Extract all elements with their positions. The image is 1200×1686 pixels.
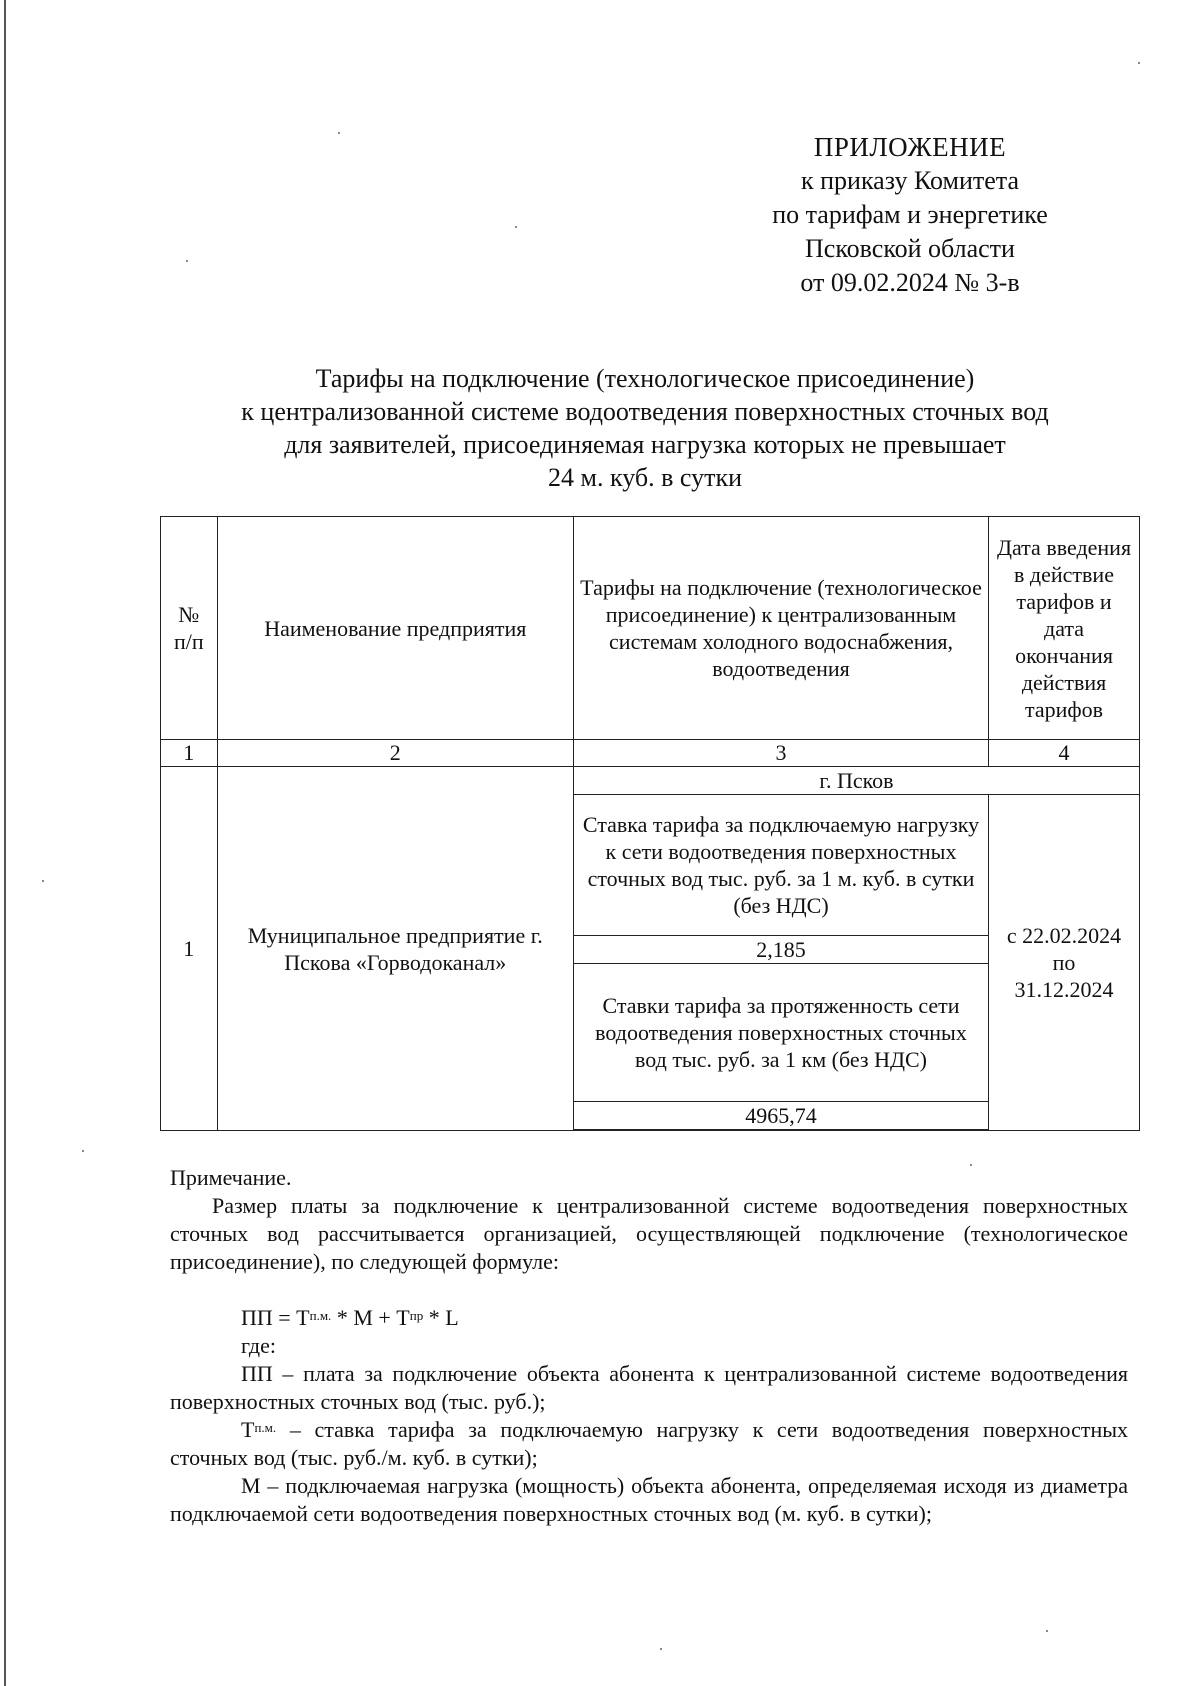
header-num: № п/п bbox=[161, 517, 218, 740]
rate1-label: Ставка тарифа за подключаемую нагрузку к сети водоотведения поверхностных сточных вод тыс. руб. за 1 м. куб. в сутки (без НДС) bbox=[573, 795, 988, 936]
appendix-line: от 09.02.2024 № 3-в bbox=[800, 268, 1020, 297]
scan-speck bbox=[515, 226, 517, 228]
formula-superscript: п.м. bbox=[309, 1308, 332, 1323]
rate1-value: 2,185 bbox=[573, 936, 988, 964]
note-section bbox=[170, 1164, 1128, 1528]
formula-superscript: пр bbox=[409, 1308, 424, 1323]
column-number: 4 bbox=[989, 740, 1140, 767]
scan-speck bbox=[338, 132, 340, 134]
title-line: 24 м. куб. в сутки bbox=[548, 463, 742, 492]
column-number: 1 bbox=[161, 740, 218, 767]
rate2-value: 4965,74 bbox=[573, 1102, 988, 1130]
definition-t bbox=[170, 1416, 1128, 1472]
title-line: для заявителей, присоединяемая нагрузка которых не превышает bbox=[284, 430, 1006, 459]
scan-speck bbox=[660, 1648, 662, 1650]
enterprise-name: Муниципальное предприятие г. Пскова «Горводоканал» bbox=[217, 767, 573, 1131]
title-line: к централизованной системе водоотведения поверхностных сточных вод bbox=[241, 397, 1049, 426]
appendix-line: по тарифам и энергетике bbox=[772, 200, 1048, 229]
note-heading: Примечание. bbox=[170, 1165, 292, 1190]
scan-edge-line bbox=[4, 0, 6, 1686]
scan-speck bbox=[82, 1150, 84, 1152]
period-mid: по bbox=[1052, 950, 1076, 975]
table-header-row bbox=[161, 517, 1140, 740]
header-name: Наименование предприятия bbox=[217, 517, 573, 740]
column-number: 2 bbox=[217, 740, 573, 767]
definition-pp: ПП – плата за подключение объекта абонента к централизованной системе водоотведения поверхностных сточных вод (тыс. руб.); bbox=[170, 1361, 1128, 1414]
appendix-line: Псковской области bbox=[805, 234, 1015, 263]
scan-speck bbox=[1046, 1630, 1048, 1632]
formula-part: * М + Т bbox=[331, 1305, 410, 1330]
period-cell bbox=[989, 795, 1140, 1131]
appendix-heading: ПРИЛОЖЕНИЕ bbox=[813, 132, 1007, 162]
formula-part: * L bbox=[423, 1305, 459, 1330]
scan-speck bbox=[42, 880, 44, 882]
column-number-row bbox=[161, 740, 1140, 767]
rate2-label: Ставки тарифа за протяженность сети водоотведения поверхностных сточных вод тыс. руб. за 1 км (без НДС) bbox=[573, 964, 988, 1102]
where-label: где: bbox=[241, 1333, 276, 1358]
period-to: 31.12.2024 bbox=[1014, 977, 1114, 1002]
title-line: Тарифы на подключение (технологическое присоединение) bbox=[315, 364, 975, 393]
header-dates: Дата введения в действие тарифов и дата окончания действия тарифов bbox=[989, 517, 1140, 740]
column-number: 3 bbox=[573, 740, 988, 767]
appendix-block bbox=[700, 130, 1120, 300]
definition-m: М – подключаемая нагрузка (мощность) объекта абонента, определяемая исходя из диаметра подключаемой сети водоотведения поверхностных сточных вод (м. куб. в сутки); bbox=[170, 1473, 1128, 1526]
row-num: 1 bbox=[161, 767, 218, 1131]
header-tariffs: Тарифы на подключение (технологическое присоединение) к централизованным системам холодного водоснабжения, водоотведения bbox=[573, 517, 988, 740]
city-cell: г. Псков bbox=[573, 767, 1139, 795]
scan-speck bbox=[186, 260, 188, 262]
note-paragraph: Размер платы за подключение к централизованной системе водоотведения поверхностных сточных вод рассчитывается организацией, осуществляющей подключение (технологическое присоединение), по следующей формуле: bbox=[170, 1193, 1128, 1274]
formula-part: ПП = Т bbox=[241, 1305, 310, 1330]
table-row bbox=[161, 767, 1140, 795]
tariff-table bbox=[160, 516, 1140, 1131]
appendix-line: к приказу Комитета bbox=[800, 166, 1019, 195]
definition-symbol: Т bbox=[241, 1417, 255, 1442]
filler-cell bbox=[573, 1130, 988, 1131]
scan-speck bbox=[1138, 62, 1140, 64]
formula bbox=[170, 1304, 1128, 1332]
document-title bbox=[150, 362, 1140, 494]
period-from: с 22.02.2024 bbox=[1006, 923, 1122, 948]
definition-superscript: п.м. bbox=[254, 1420, 277, 1435]
definition-text: – ставка тарифа за подключаемую нагрузку к сети водоотведения поверхностных сточных вод (тыс. руб./м. куб. в сутки); bbox=[170, 1417, 1128, 1470]
